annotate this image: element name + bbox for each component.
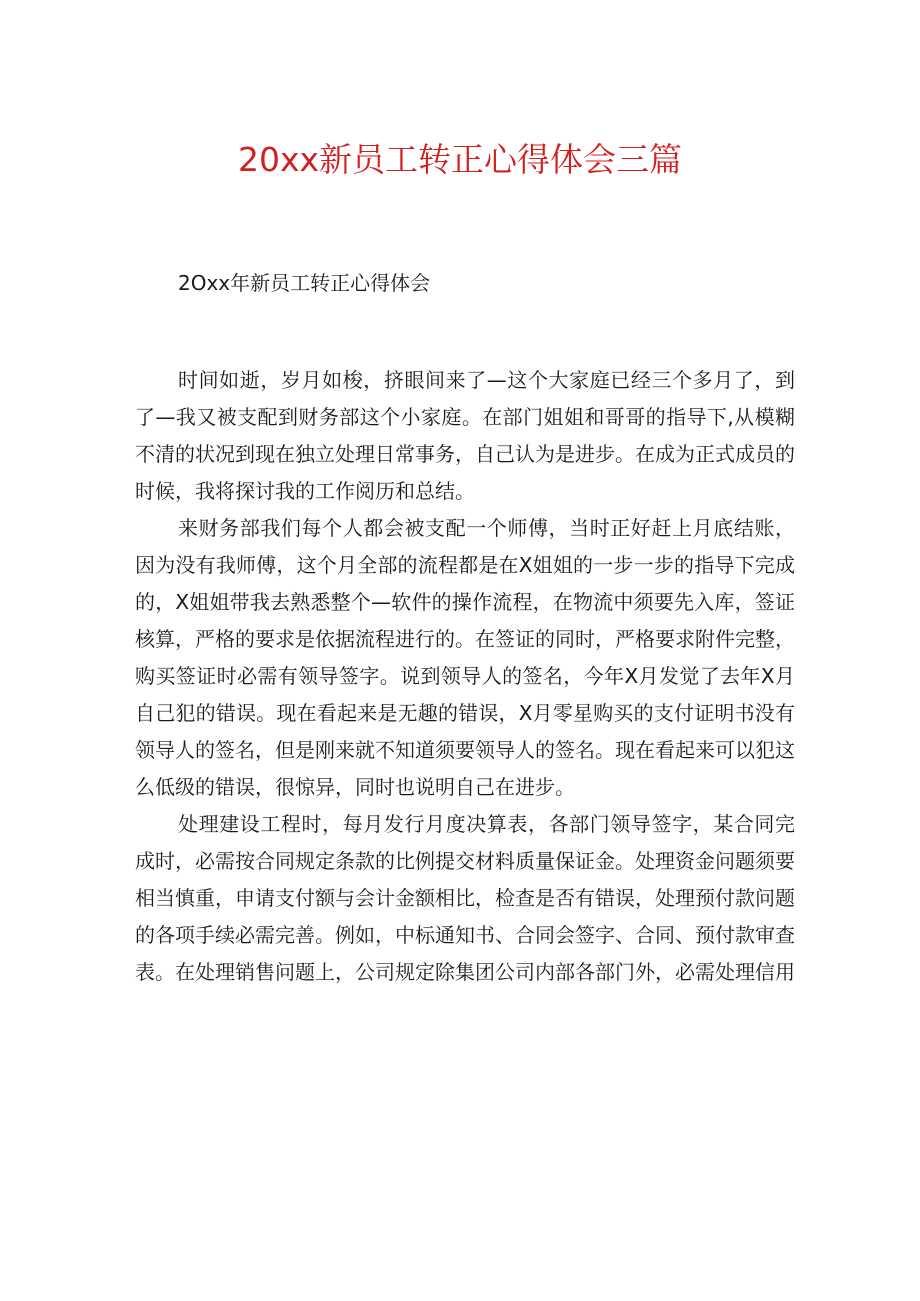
paragraph-line: 时候，我将探讨我的工作阅历和总结。 — [135, 479, 475, 503]
paragraph-line: 了—我又被支配到财务部这个小家庭。在部门姐姐和哥哥的指导下,从模糊 — [135, 405, 795, 429]
paragraph-line: 相当慎重，申请支付额与会计金额相比，检查是否有错误，处理预付款问题 — [135, 886, 795, 910]
paragraph-3 — [135, 806, 795, 991]
paragraph-line: 核算，严格的要求是依据流程进行的。在签证的同时，严格要求附件完整， — [135, 627, 795, 651]
paragraph-line: 的，X姐姐带我去熟悉整个—软件的操作流程，在物流中须要先入库，签证 — [135, 590, 795, 614]
paragraph-line: 的各项手续必需完善。例如，中标通知书、合同会签字、合同、预付款审查 — [135, 923, 795, 947]
paragraph-line: 不清的状况到现在独立处理日常事务，自己认为是进步。在成为正式成员的 — [135, 442, 795, 466]
paragraph-1 — [135, 362, 795, 510]
paragraph-line: 成时，必需按合同规定条款的比例提交材料质量保证金。处理资金问题须要 — [135, 849, 795, 873]
document-subtitle: 2Oxx年新员工转正心得体会 — [178, 271, 431, 295]
paragraph-line: 表。在处理销售问题上，公司规定除集团公司内部各部门外，必需处理信用 — [135, 960, 795, 984]
paragraph-line: 自己犯的错误。现在看起来是无趣的错误，X月零星购买的支付证明书没有 — [135, 701, 795, 725]
document-title: 20xx新员工转正心得体会三篇 — [237, 140, 683, 179]
paragraph-line: 么低级的错误，很惊异，同时也说明自己在进步。 — [135, 775, 575, 799]
paragraph-line: 因为没有我师傅，这个月全部的流程都是在X姐姐的一步一步的指导下完成 — [135, 553, 795, 577]
paragraph-line: 购买签证时必需有领导签字。说到领导人的签名，今年X月发觉了去年X月 — [135, 664, 795, 688]
paragraph-line: 时间如逝，岁月如梭，挤眼间来了—这个大家庭已经三个多月了，到 — [178, 368, 795, 392]
paragraph-line: 领导人的签名，但是刚来就不知道须要领导人的签名。现在看起来可以犯这 — [135, 738, 795, 762]
paragraph-line: 来财务部我们每个人都会被支配一个师傅，当时正好赶上月底结账， — [178, 516, 795, 540]
paragraph-line: 处理建设工程时，每月发行月度决算表，各部门领导签字，某合同完 — [178, 812, 795, 836]
document-body — [135, 362, 795, 991]
paragraph-2 — [135, 510, 795, 806]
